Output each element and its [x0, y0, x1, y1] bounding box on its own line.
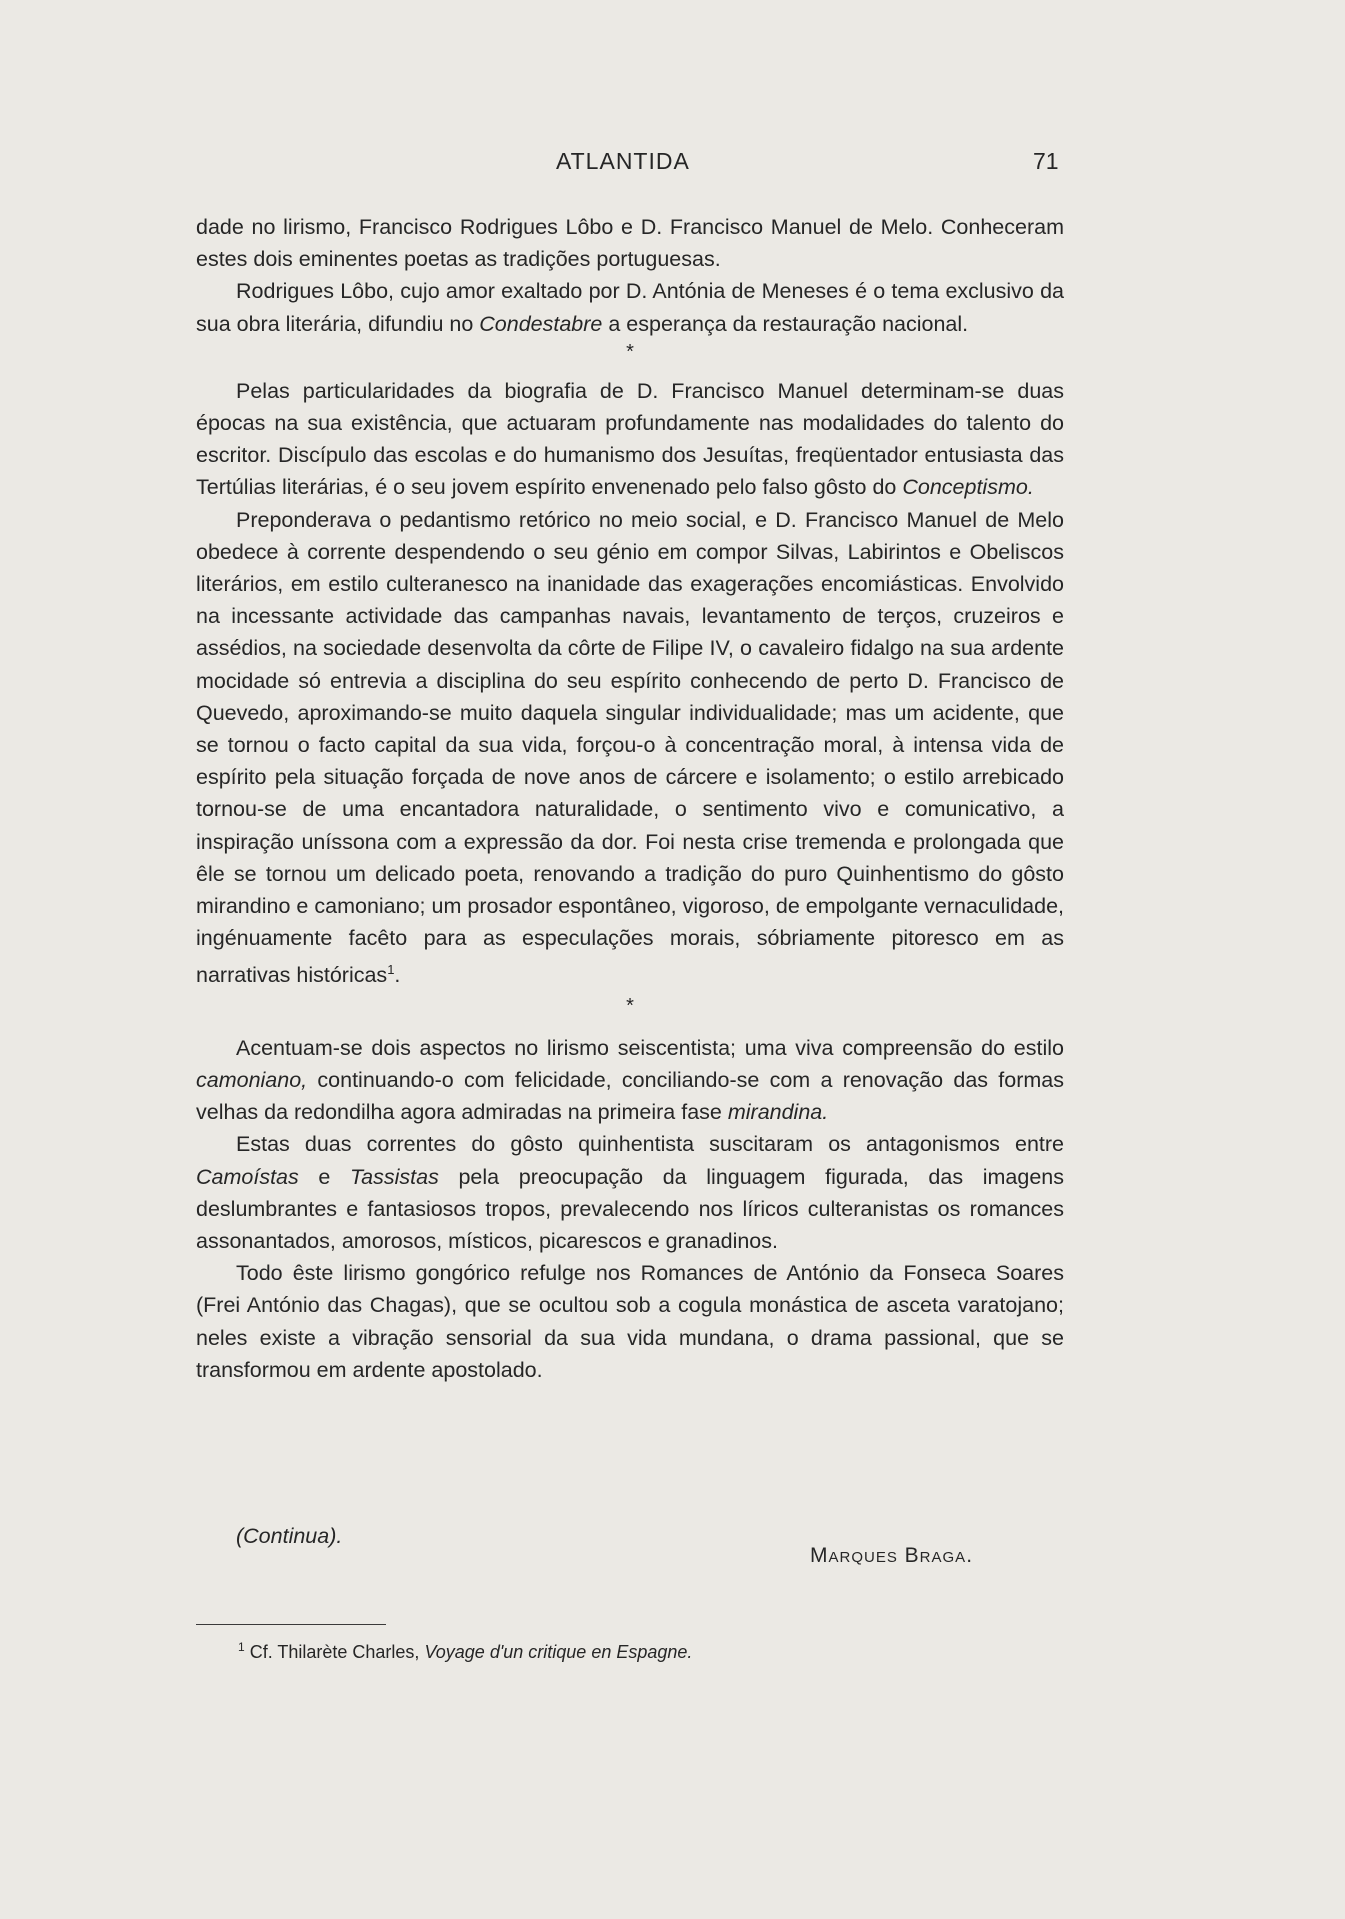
- footnote-rule: [196, 1624, 386, 1625]
- paragraph-6-italic-1: Camoístas: [196, 1164, 299, 1189]
- continua-note: (Continua).: [236, 1524, 343, 1548]
- paragraph-1: dade no lirismo, Francisco Rodrigues Lôbo e D. Francisco Manuel de Melo. Conheceram estes dois eminentes poetas as tradições portuguesas.: [196, 215, 1064, 272]
- footnote-text: Cf. Thilarète Charles,: [244, 1642, 425, 1662]
- paragraph-6-italic-2: Tassistas: [350, 1164, 439, 1189]
- paragraph-2-text-a: Rodrigues Lôbo, cujo amor exaltado por D. Antónia de Meneses é o tema exclusivo da sua obra literária, difundiu no: [196, 279, 1064, 336]
- paragraph-5-text-b: continuando-o com felicidade, conciliando-se com a renovação das formas velhas da redondilha agora admiradas na primeira fase: [196, 1068, 1064, 1125]
- paragraph-3: [196, 375, 1064, 504]
- section-separator-1: *: [626, 340, 634, 363]
- paragraph-2-text-b: a esperança da restauração nacional.: [602, 311, 969, 336]
- paragraph-2: [196, 275, 1064, 339]
- footnote-reference: 1: [387, 962, 395, 978]
- paragraph-6-text-c: pela preocupação da linguagem figurada, das imagens deslumbrantes e fantasiosos tropos, prevalecendo nos líricos culteranistas os romances assonantados, amorosos, místicos, picarescos e granadinos.: [196, 1164, 1064, 1254]
- paragraph-5-italic-1: camoniano,: [196, 1068, 308, 1093]
- footnote: [238, 1640, 692, 1663]
- paragraph-5-text-a: Acentuam-se dois aspectos no lirismo seiscentista; uma viva compreensão do estilo: [236, 1035, 1064, 1060]
- section-separator-2: *: [626, 994, 634, 1017]
- paragraph-5-italic-2: mirandina.: [727, 1100, 829, 1125]
- paragraph-6: [196, 1128, 1064, 1257]
- paragraph-4-text: Preponderava o pedantismo retórico no meio social, e D. Francisco Manuel de Melo obedece à corrente despendendo o seu génio em compor Silvas, Labirintos e Obeliscos literários, em estilo culteranesco na inanidade das exagerações encomiásticas. Envolvido na incessante actividade das campanhas navais, levantamento de terços, cruzeiros e assédios, na sociedade desenvolta da côrte de Filipe IV, o cavaleiro fidalgo na sua ardente mocidade só entrevia a disciplina do seu espírito conhecendo de perto D. Francisco de Quevedo, aproximando-se muito daquela singular individualidade; mas um acidente, que se tornou o facto capital da sua vida, forçou-o à concentração moral, à intensa vida de espírito pela situação forçada de nove anos de cárcere e isolamento; o estilo arrebicado tornou-se de uma encantadora naturalidade, o sentimento vivo e comunicativo, a inspiração uníssona com a expressão da dor. Foi nesta crise tremenda e prolongada que êle se tornou um delicado poeta, renovando a tradição do puro Quinhentismo do gôsto mirandino e camoniano; um prosador espontâneo, vigoroso, de empolgante vernaculidade, ingénuamente facêto para as especulações morais, sóbriamente pitoresco em as narrativas históricas: [196, 507, 1064, 988]
- paragraph-3-italic: Conceptismo.: [902, 475, 1034, 500]
- paragraph-4-end: .: [394, 963, 401, 988]
- paragraph-3-text-a: Pelas particularidades da biografia de D. Francisco Manuel determinam-se duas épocas na sua existência, que actuaram profundamente nas modalidades do talento do escritor. Discípulo das escolas e do humanismo dos Jesuítas, freqüentador entusiasta das Tertúlias literárias, é o seu jovem espírito envenenado pelo falso gôsto do: [196, 378, 1064, 500]
- page-number: 71: [1033, 148, 1059, 174]
- author-signature: Marques Braga.: [810, 1544, 974, 1567]
- main-text: [196, 211, 1064, 1386]
- running-title: ATLANTIDA: [556, 148, 690, 174]
- paragraph-5: [196, 1032, 1064, 1129]
- paragraph-6-text-b: e: [298, 1164, 350, 1189]
- footnote-mark: 1: [238, 1640, 245, 1654]
- paragraph-7: Todo êste lirismo gongórico refulge nos Romances de António da Fonseca Soares (Frei António das Chagas), que se ocultou sob a cogula monástica de asceta varatojano; neles existe a vibração sensorial da sua vida mundana, o drama passional, que se transformou em ardente apostolado.: [196, 1261, 1064, 1382]
- footnote-italic-title: Voyage d'un critique en Espagne.: [424, 1642, 693, 1662]
- paragraph-6-text-a: Estas duas correntes do gôsto quinhentista suscitaram os antagonismos entre: [236, 1132, 1064, 1157]
- paragraph-4: [196, 504, 1064, 992]
- paragraph-2-italic: Condestabre: [479, 311, 603, 336]
